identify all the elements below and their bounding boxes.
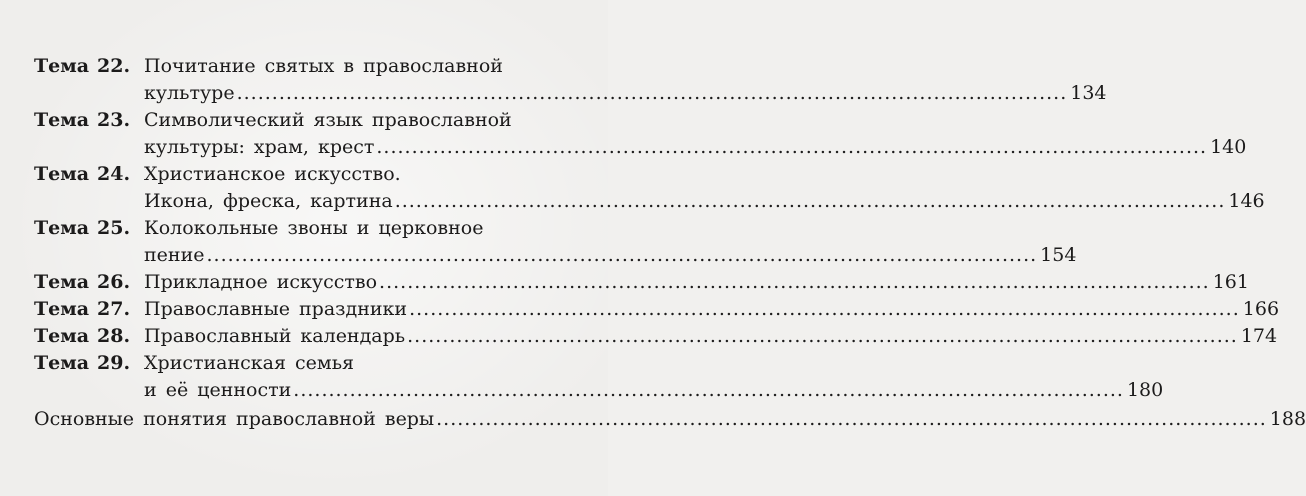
topic-number: 24. [97,163,131,185]
title-line: культуре [144,82,235,104]
title-line: культуры: храм, крест [144,136,375,158]
topic-label [34,107,144,134]
toc-entry-22[interactable] [34,53,1107,107]
topic-word: Тема [34,352,90,374]
title-last-line [144,134,1247,161]
toc-entry-24[interactable] [34,161,1265,215]
title-line: Почитание святых в православной [144,55,503,77]
topic-number: 27. [97,298,131,320]
title-line: Прикладное искусство [144,271,378,293]
title-last-line [144,296,1280,323]
topic-label [34,269,144,296]
title-last-line [144,80,1107,107]
topic-label [34,215,144,242]
topic-label [34,296,144,323]
title-line: Основные понятия православной веры [34,408,435,430]
page-number: 174 [1240,325,1278,347]
page-number: 140 [1210,136,1247,158]
entry-title [144,161,1265,215]
toc-entry-27[interactable] [34,296,1280,323]
page-number: 166 [1242,298,1280,320]
title-last-line [144,377,1164,404]
topic-number: 28. [97,325,131,347]
topic-word: Тема [34,217,90,239]
entry-title [144,107,1247,161]
title-line: Христианское искусство. [144,163,401,185]
page-number: 154 [1040,244,1077,266]
dot-leader: ...................................................................................................................... [407,325,1238,347]
topic-word: Тема [34,325,90,347]
entry-title [144,269,1249,296]
entry-title [144,323,1278,350]
dot-leader: ...................................................................................................................... [394,190,1226,212]
entry-title [144,215,1077,269]
topic-number: 29. [97,352,131,374]
title-last-line [144,188,1265,215]
page-number: 180 [1126,379,1164,401]
dot-leader: ...................................................................................................................... [379,271,1210,293]
page-number: 146 [1228,190,1265,212]
topic-word: Тема [34,163,90,185]
topic-word: Тема [34,271,90,293]
topic-number: 23. [97,109,131,131]
topic-label [34,323,144,350]
toc-entry-26[interactable] [34,269,1249,296]
topic-label [34,161,144,188]
title-line: и её ценности [144,379,292,401]
title-line: Символический язык православной [144,109,512,131]
dot-leader: ...................................................................................................................... [436,408,1267,430]
toc-entry-25[interactable] [34,215,1077,269]
dot-leader: ...................................................................................................................... [409,298,1240,320]
dot-leader: ...................................................................................................................... [376,136,1208,158]
topic-word: Тема [34,298,90,320]
toc-entry-28[interactable] [34,323,1278,350]
dot-leader: ...................................................................................................................... [206,244,1038,266]
topic-label [34,53,144,80]
toc-entry-glossary[interactable] [34,406,1306,433]
title-line: пение [144,244,205,266]
title-line: Колокольные звоны и церковное [144,217,484,239]
page-number: 134 [1070,82,1107,104]
dot-leader: ...................................................................................................................... [293,379,1124,401]
entry-title [34,406,1306,433]
entry-title [144,53,1107,107]
page-number: 161 [1212,271,1249,293]
topic-word: Тема [34,109,90,131]
dot-leader: ...................................................................................................................... [236,82,1068,104]
entry-title [144,350,1164,404]
title-line: Православный календарь [144,325,406,347]
topic-number: 22. [97,55,131,77]
toc-entry-23[interactable] [34,107,1247,161]
title-last-line [144,269,1249,296]
topic-number: 25. [97,217,131,239]
title-line: Икона, фреска, картина [144,190,393,212]
topic-word: Тема [34,55,90,77]
title-line: Христианская семья [144,352,355,374]
topic-number: 26. [97,271,131,293]
toc-entry-29[interactable] [34,350,1164,404]
title-last-line [144,323,1278,350]
title-last-line [34,406,1306,433]
page-number: 188 [1269,408,1306,430]
title-last-line [144,242,1077,269]
entry-title [144,296,1280,323]
table-of-contents [34,53,1306,433]
title-line: Православные праздники [144,298,408,320]
topic-label [34,350,144,377]
